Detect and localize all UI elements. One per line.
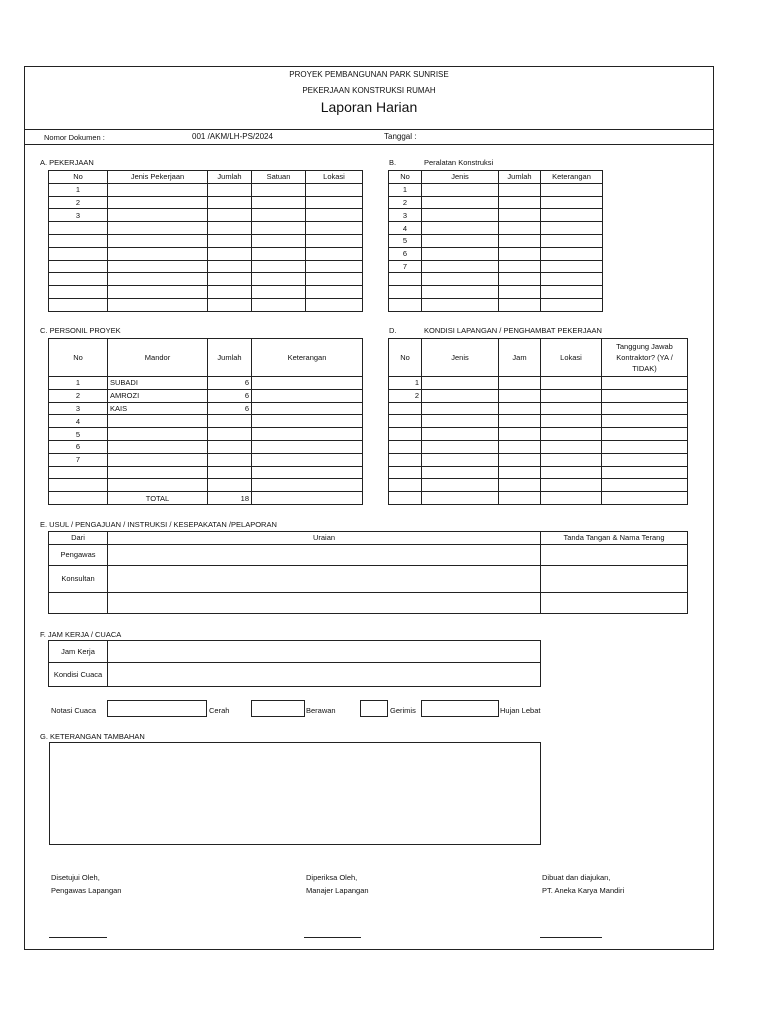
- table-row: 7: [49, 453, 363, 466]
- table-row: [389, 428, 688, 441]
- table-row: 3: [49, 209, 363, 222]
- table-row: [389, 440, 688, 453]
- table-row: [389, 453, 688, 466]
- col-header: No: [389, 339, 422, 377]
- col-header: Jam: [499, 339, 541, 377]
- section-d-letter: D.: [389, 326, 397, 335]
- section-b-letter: B.: [389, 158, 397, 167]
- col-header: Jenis Pekerjaan: [108, 171, 208, 184]
- signature-submitted-line1: Dibuat dan diajukan,: [542, 873, 611, 882]
- col-header-responsibility: Tanggung Jawab Kontraktor? (YA / TIDAK): [602, 339, 688, 377]
- table-row: Pengawas: [49, 544, 688, 565]
- personnel-table: [48, 338, 363, 505]
- header-divider: [24, 129, 714, 130]
- section-d-heading: KONDISI LAPANGAN / PENGHAMBAT PEKERJAAN: [424, 326, 602, 335]
- signature-line-submitted[interactable]: [540, 937, 602, 938]
- jam-kerja-label: Jam Kerja: [49, 641, 108, 663]
- col-header: Tanda Tangan & Nama Terang: [541, 532, 688, 545]
- col-header: Lokasi: [541, 339, 602, 377]
- weather-gerimis-label: Gerimis: [390, 706, 416, 715]
- table-row: [49, 260, 363, 273]
- page-title: Laporan Harian: [320, 99, 418, 115]
- date-label: Tanggal :: [384, 132, 417, 141]
- table-row: [49, 298, 363, 311]
- table-row: [49, 663, 541, 687]
- weather-berawan-label: Berawan: [306, 706, 336, 715]
- weather-cerah-label: Cerah: [209, 706, 230, 715]
- work-table: [48, 170, 363, 312]
- table-row: [49, 273, 363, 286]
- site-conditions-table: [388, 338, 688, 505]
- table-row: 1: [389, 377, 688, 390]
- table-row: [389, 415, 688, 428]
- table-row: [49, 234, 363, 247]
- total-label: TOTAL: [108, 492, 208, 505]
- table-row: [49, 222, 363, 235]
- table-row: [49, 479, 363, 492]
- col-header: Mandor: [108, 339, 208, 377]
- table-row: 7: [389, 260, 603, 273]
- table-row: 3 KAIS 6: [49, 402, 363, 415]
- table-row: 1: [49, 183, 363, 196]
- table-row: Konsultan: [49, 565, 688, 592]
- signature-checked-role: Manajer Lapangan: [306, 886, 369, 895]
- table-row: 5: [389, 234, 603, 247]
- col-header: Keterangan: [252, 339, 363, 377]
- section-g-heading: G. KETERANGAN TAMBAHAN: [40, 732, 145, 741]
- weather-checkbox-cerah[interactable]: [107, 700, 207, 717]
- col-header: Uraian: [108, 532, 541, 545]
- col-header: Jenis: [422, 171, 499, 184]
- doc-row-divider: [24, 144, 714, 145]
- table-row: 2: [389, 389, 688, 402]
- total-row: [49, 492, 363, 505]
- col-header: Jumlah: [208, 339, 252, 377]
- section-f-heading: F. JAM KERJA / CUACA: [40, 630, 122, 639]
- col-header: No: [49, 171, 108, 184]
- table-row: [389, 286, 603, 299]
- weather-notation-label: Notasi Cuaca: [51, 706, 97, 715]
- doc-number-label: Nomor Dokumen :: [44, 133, 105, 142]
- table-row: 1 SUBADI 6: [49, 377, 363, 390]
- table-row: 3: [389, 209, 603, 222]
- table-row: [49, 286, 363, 299]
- signature-line-approved[interactable]: [49, 937, 107, 938]
- table-row: 2: [49, 196, 363, 209]
- table-row: 1: [389, 183, 603, 196]
- jam-kerja-field[interactable]: [108, 641, 541, 663]
- weather-hujan-lebat-label: Hujan Lebat: [500, 706, 541, 715]
- table-row: 5: [49, 428, 363, 441]
- table-row: 2 AMROZI 6: [49, 389, 363, 402]
- col-header: Keterangan: [541, 171, 603, 184]
- table-row: [49, 247, 363, 260]
- equipment-table: [388, 170, 603, 312]
- kondisi-cuaca-label: Kondisi Cuaca: [49, 663, 108, 687]
- table-row: [389, 492, 688, 505]
- col-header: Lokasi: [306, 171, 363, 184]
- col-header: Jenis: [422, 339, 499, 377]
- signature-line-checked[interactable]: [304, 937, 361, 938]
- table-row: [389, 402, 688, 415]
- work-name: PEKERJAAN KONSTRUKSI RUMAH: [302, 86, 436, 95]
- table-row: [49, 592, 688, 613]
- table-row: [389, 273, 603, 286]
- signature-approved-role: Pengawas Lapangan: [51, 886, 122, 895]
- kondisi-cuaca-field[interactable]: [108, 663, 541, 687]
- table-row: 6: [49, 440, 363, 453]
- additional-notes-box[interactable]: [49, 742, 541, 845]
- total-value: 18: [208, 492, 252, 505]
- signature-checked-line1: Diperiksa Oleh,: [306, 873, 358, 882]
- weather-checkbox-berawan[interactable]: [251, 700, 305, 717]
- project-name: PROYEK PEMBANGUNAN PARK SUNRISE: [289, 70, 449, 79]
- section-c-heading: C. PERSONIL PROYEK: [40, 326, 121, 335]
- work-hours-table: [48, 640, 541, 687]
- signature-submitted-company: PT. Aneka Karya Mandiri: [542, 886, 625, 895]
- weather-checkbox-gerimis[interactable]: [360, 700, 388, 717]
- col-header: Jumlah: [208, 171, 252, 184]
- col-header: Dari: [49, 532, 108, 545]
- col-header: No: [389, 171, 422, 184]
- table-row: 2: [389, 196, 603, 209]
- instructions-table: [48, 531, 688, 614]
- table-row: [389, 479, 688, 492]
- table-row: [389, 466, 688, 479]
- table-row: 6: [389, 247, 603, 260]
- table-row: [49, 466, 363, 479]
- col-header: Satuan: [252, 171, 306, 184]
- signature-approved-line1: Disetujui Oleh,: [51, 873, 100, 882]
- section-b-heading: Peralatan Konstruksi: [424, 158, 494, 167]
- table-row: 4: [49, 415, 363, 428]
- doc-number-value[interactable]: 001 /AKM/LH-PS/2024: [192, 132, 273, 141]
- table-row: [389, 298, 603, 311]
- section-e-heading: E. USUL / PENGAJUAN / INSTRUKSI / KESEPAKATAN /PELAPORAN: [40, 520, 277, 529]
- section-a-heading: A. PEKERJAAN: [40, 158, 94, 167]
- col-header: Jumlah: [499, 171, 541, 184]
- col-header: No: [49, 339, 108, 377]
- weather-checkbox-hujan-lebat[interactable]: [421, 700, 499, 717]
- table-row: 4: [389, 222, 603, 235]
- table-row: [49, 641, 541, 663]
